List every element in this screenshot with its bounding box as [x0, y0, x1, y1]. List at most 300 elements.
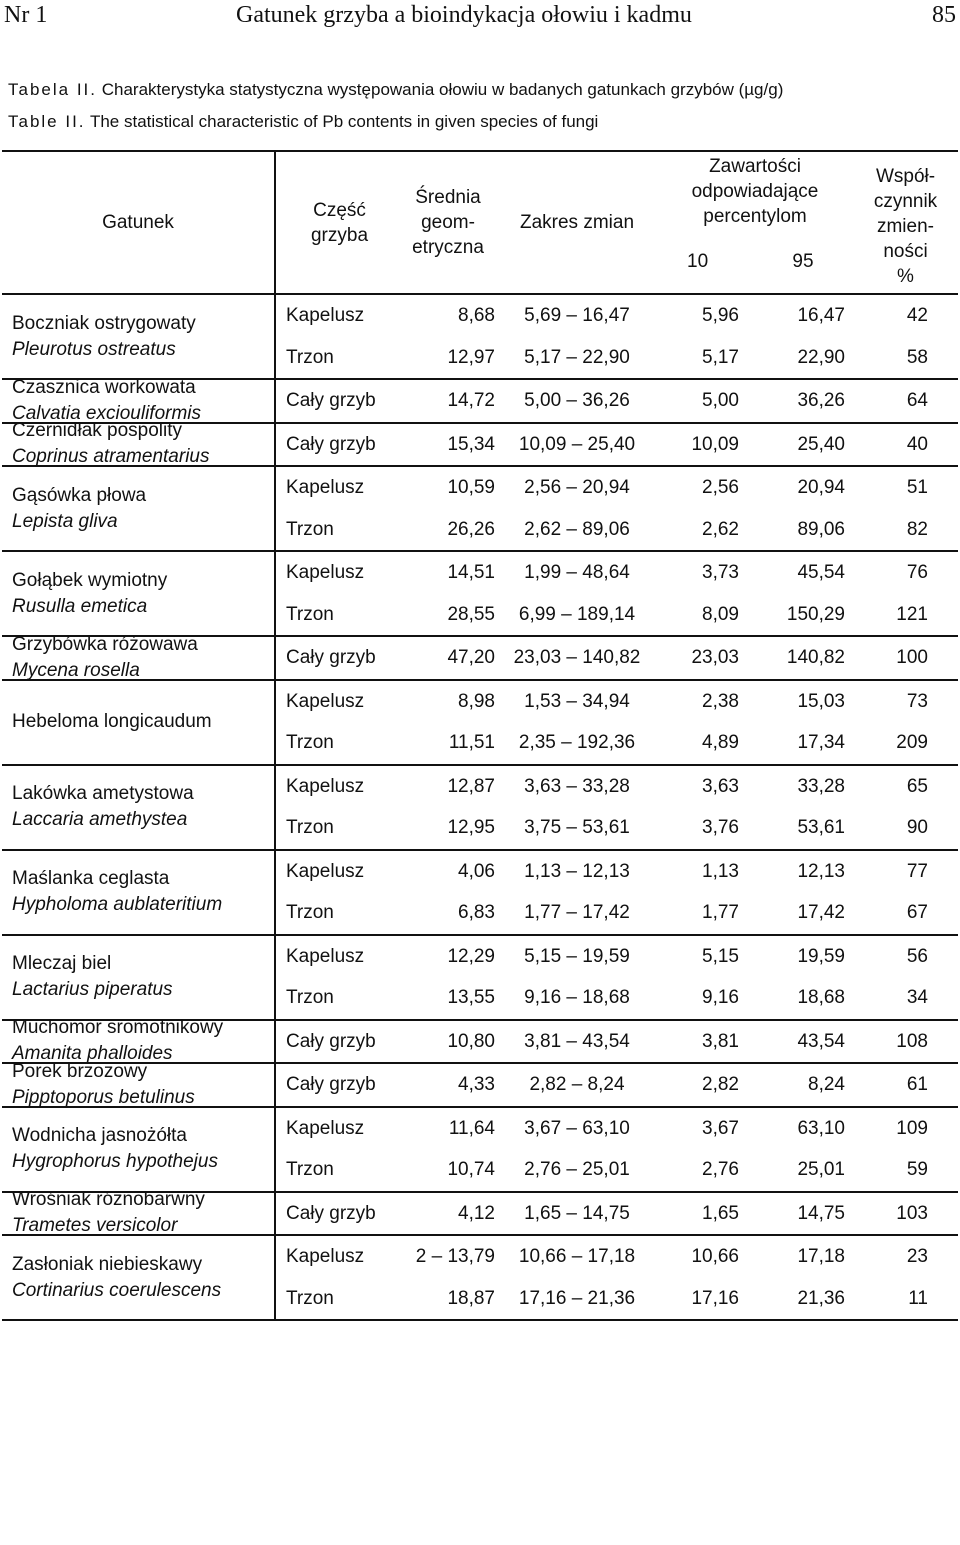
mean-cell-group — [399, 1192, 497, 1236]
p95-cell: 16,47 — [797, 305, 845, 326]
mean-cell: 12,29 — [447, 945, 495, 967]
mean-cell: 15,34 — [447, 433, 495, 455]
species-latin-name: Pleurotus ostreatus — [12, 338, 176, 360]
table-header — [2, 151, 958, 294]
species-row — [2, 466, 958, 551]
cv-cell: 100 — [896, 647, 928, 668]
cv-cell-group — [853, 1063, 958, 1107]
species-latin-name: Cortinarius coerulescens — [12, 1279, 222, 1301]
cv-cell: 121 — [896, 603, 928, 625]
range-cell: 17,16 – 21,36 — [518, 1287, 636, 1309]
cv-cell-group — [853, 1107, 958, 1192]
mean-cell-group — [399, 935, 497, 1020]
page-number: 85 — [932, 2, 956, 28]
mean-cell-group — [399, 466, 497, 551]
p10-cell: 4,89 — [702, 732, 739, 753]
p10-cell-group — [657, 379, 753, 423]
p95-cell-group — [753, 1107, 853, 1192]
cv-cell: 82 — [906, 518, 928, 540]
part-cell-group — [275, 680, 399, 765]
cv-cell-group — [853, 423, 958, 467]
species-latin-name: Rusulla emetica — [12, 595, 148, 617]
p10-cell: 8,09 — [702, 603, 739, 625]
species-latin-name: Trametes versicolor — [12, 1215, 178, 1237]
cv-cell: 77 — [906, 860, 928, 882]
part-cell-group — [275, 1020, 399, 1064]
species-name-cell — [2, 633, 275, 681]
species-row — [2, 1063, 958, 1107]
mean-cell-group — [399, 294, 497, 379]
p95-cell-group — [753, 551, 853, 636]
part-cell: Cały grzyb — [286, 1202, 376, 1224]
part-cell: Cały grzyb — [286, 1074, 376, 1095]
p95-cell: 15,03 — [797, 690, 845, 712]
p10-cell: 3,63 — [702, 775, 739, 797]
cv-cell: 73 — [906, 690, 928, 712]
running-title: Gatunek grzyba a bioindykacja ołowiu i kadmu — [236, 2, 692, 28]
species-common-name: Wrośniak różnobarwny — [12, 1189, 205, 1211]
species-name-cell — [2, 1060, 275, 1108]
species-row — [2, 423, 958, 467]
p95-cell-group — [753, 466, 853, 551]
range-cell: 2,82 – 8,24 — [529, 1074, 625, 1095]
mean-cell: 11,64 — [448, 1117, 495, 1139]
part-cell: Cały grzyb — [286, 647, 376, 668]
mean-cell: 2 – 13,79 — [415, 1246, 495, 1267]
part-cell: Kapelusz — [286, 690, 365, 712]
range-cell-group — [497, 1107, 657, 1192]
page-label: Nr 1 — [4, 2, 48, 28]
p95-cell: 25,40 — [797, 433, 845, 455]
header-srednia: Średnia geom- etryczna — [412, 187, 484, 258]
range-cell-group — [497, 1235, 657, 1320]
p10-cell: 2,38 — [702, 690, 739, 712]
cv-cell-group — [853, 765, 958, 850]
range-cell: 6,99 – 189,14 — [518, 603, 636, 625]
species-common-name: Muchomor sromotnikowy — [12, 1017, 224, 1039]
p10-cell-group — [657, 1235, 753, 1320]
p95-cell: 21,36 — [797, 1287, 845, 1309]
species-name-cell — [2, 466, 275, 551]
cv-cell: 42 — [906, 305, 928, 326]
species-name-cell — [2, 1189, 275, 1237]
species-name-cell — [2, 765, 275, 850]
range-cell: 2,76 – 25,01 — [524, 1159, 630, 1180]
pb-statistics-table — [2, 150, 958, 1321]
mean-cell: 8,68 — [458, 305, 495, 326]
cv-cell-group — [853, 294, 958, 379]
p10-cell: 9,16 — [702, 987, 739, 1008]
p10-cell-group — [657, 294, 753, 379]
p10-cell: 3,76 — [702, 817, 739, 838]
range-cell-group — [497, 423, 657, 467]
part-cell: Kapelusz — [286, 860, 365, 882]
cv-cell-group — [853, 680, 958, 765]
part-cell: Trzon — [286, 817, 334, 838]
cv-cell: 67 — [906, 902, 928, 923]
part-cell-group — [275, 1063, 399, 1107]
p95-cell: 33,28 — [797, 775, 845, 797]
mean-cell: 12,95 — [447, 817, 495, 838]
species-latin-name: Lactarius piperatus — [12, 979, 173, 1000]
cv-cell-group — [853, 466, 958, 551]
species-row — [2, 551, 958, 636]
cv-cell-group — [853, 1192, 958, 1236]
species-common-name: Czasznica workowata — [12, 376, 196, 398]
p10-cell-group — [657, 636, 753, 680]
species-name-cell — [2, 420, 275, 468]
mean-cell-group — [399, 423, 497, 467]
mean-cell: 4,12 — [458, 1202, 495, 1224]
species-common-name: Lakówka ametystowa — [12, 783, 194, 804]
species-common-name: Maślanka ceglasta — [12, 868, 170, 889]
cv-cell-group — [853, 850, 958, 935]
mean-cell: 14,51 — [447, 562, 495, 583]
p95-cell: 20,94 — [797, 477, 845, 498]
mean-cell: 28,55 — [447, 603, 495, 625]
range-cell-group — [497, 1063, 657, 1107]
cv-cell: 61 — [906, 1074, 928, 1095]
cv-cell: 209 — [896, 732, 928, 753]
table-body — [2, 294, 958, 1320]
cv-cell: 11 — [908, 1287, 928, 1309]
p10-cell-group — [657, 1192, 753, 1236]
cv-cell-group — [853, 1020, 958, 1064]
species-name-cell — [2, 680, 275, 765]
cv-cell: 56 — [906, 945, 928, 967]
mean-cell-group — [399, 1063, 497, 1107]
species-common-name: Gołąbek wymiotny — [12, 569, 168, 591]
range-cell: 1,13 – 12,13 — [524, 860, 630, 882]
range-cell: 1,99 – 48,64 — [524, 562, 630, 583]
range-cell-group — [497, 1020, 657, 1064]
species-row — [2, 379, 958, 423]
mean-cell: 47,20 — [447, 647, 495, 668]
p95-cell: 17,42 — [797, 902, 845, 923]
range-cell: 5,17 – 22,90 — [524, 346, 630, 368]
caption-en-label: Table II. — [8, 112, 86, 131]
cv-cell: 109 — [896, 1117, 928, 1139]
p10-cell: 5,15 — [702, 945, 739, 967]
part-cell-group — [275, 423, 399, 467]
p95-cell: 140,82 — [786, 647, 845, 668]
species-row — [2, 765, 958, 850]
cv-cell: 34 — [906, 987, 928, 1008]
part-cell: Trzon — [286, 518, 334, 540]
cv-cell: 51 — [906, 477, 928, 498]
mean-cell-group — [399, 551, 497, 636]
part-cell-group — [275, 636, 399, 680]
range-cell-group — [497, 765, 657, 850]
running-head — [0, 0, 960, 34]
p95-cell-group — [753, 636, 853, 680]
p95-cell: 43,54 — [797, 1030, 845, 1052]
part-cell-group — [275, 935, 399, 1020]
p10-cell-group — [657, 551, 753, 636]
p10-cell-group — [657, 935, 753, 1020]
p95-cell: 45,54 — [797, 562, 845, 583]
p95-cell-group — [753, 294, 853, 379]
p95-cell: 89,06 — [797, 518, 845, 540]
cv-cell: 40 — [906, 433, 928, 455]
p95-cell: 18,68 — [797, 987, 845, 1008]
species-latin-name: Coprinus atramentarius — [12, 446, 210, 468]
part-cell: Kapelusz — [286, 945, 365, 967]
p95-cell: 14,75 — [797, 1202, 845, 1224]
species-name-cell — [2, 850, 275, 935]
range-cell: 5,15 – 19,59 — [524, 945, 630, 967]
species-row — [2, 294, 958, 379]
p10-cell: 2,82 — [702, 1074, 739, 1095]
mean-cell: 4,06 — [458, 860, 495, 882]
part-cell-group — [275, 765, 399, 850]
species-name-cell — [2, 1107, 275, 1192]
mean-cell: 26,26 — [447, 518, 495, 540]
p10-cell: 10,66 — [691, 1246, 739, 1267]
part-cell: Trzon — [286, 1159, 334, 1180]
part-cell: Kapelusz — [286, 305, 365, 326]
p95-cell: 19,59 — [797, 945, 845, 967]
range-cell-group — [497, 466, 657, 551]
mean-cell-group — [399, 1107, 497, 1192]
species-latin-name: Calvatia exciouliformis — [12, 402, 202, 424]
cv-cell: 59 — [906, 1159, 928, 1180]
part-cell: Cały grzyb — [286, 1030, 376, 1052]
part-cell: Kapelusz — [286, 775, 365, 797]
species-common-name: Zasłoniak niebieskawy — [12, 1253, 203, 1275]
header-czesc: Część grzyba — [310, 199, 369, 246]
cv-cell: 23 — [906, 1246, 928, 1267]
species-latin-name: Hygrophorus hypothejus — [12, 1151, 218, 1172]
part-cell: Trzon — [286, 732, 334, 753]
mean-cell-group — [399, 636, 497, 680]
header-gatunek: Gatunek — [2, 151, 275, 294]
range-cell: 10,66 – 17,18 — [518, 1246, 636, 1267]
p95-cell: 36,26 — [797, 390, 845, 411]
mean-cell: 10,59 — [447, 477, 495, 498]
caption-en-text: The statistical characteristic of Pb contents in given species of fungi — [89, 112, 599, 131]
mean-cell: 10,80 — [447, 1030, 495, 1052]
p95-cell-group — [753, 1192, 853, 1236]
cv-cell: 90 — [906, 817, 928, 838]
range-cell-group — [497, 551, 657, 636]
p10-cell-group — [657, 1063, 753, 1107]
species-common-name: Porek brzozowy — [12, 1060, 148, 1082]
cv-cell: 58 — [906, 346, 928, 368]
mean-cell: 6,83 — [458, 902, 495, 923]
range-cell: 3,63 – 33,28 — [524, 775, 630, 797]
p95-cell-group — [753, 1063, 853, 1107]
range-cell-group — [497, 850, 657, 935]
p10-cell: 10,09 — [691, 433, 739, 455]
part-cell: Kapelusz — [286, 562, 365, 583]
p95-cell-group — [753, 1020, 853, 1064]
p10-cell: 3,73 — [702, 562, 739, 583]
cv-cell-group — [853, 636, 958, 680]
p95-cell-group — [753, 765, 853, 850]
p10-cell: 2,56 — [702, 477, 739, 498]
species-common-name: Hebeloma longicaudum — [12, 711, 212, 732]
mean-cell-group — [399, 765, 497, 850]
range-cell: 2,35 – 192,36 — [518, 732, 636, 753]
p10-cell: 1,65 — [702, 1202, 739, 1224]
p10-cell: 2,62 — [702, 518, 739, 540]
caption-pl — [8, 80, 783, 100]
range-cell: 1,65 – 14,75 — [524, 1202, 630, 1224]
range-cell: 5,00 – 36,26 — [524, 390, 630, 411]
p10-cell: 1,77 — [702, 902, 739, 923]
cv-cell: 64 — [906, 390, 928, 411]
species-latin-name: Amanita phalloides — [12, 1043, 173, 1065]
range-cell: 3,75 – 53,61 — [524, 817, 630, 838]
p95-cell-group — [753, 1235, 853, 1320]
species-row — [2, 1107, 958, 1192]
species-latin-name: Mycena rosella — [12, 659, 140, 681]
header-p95: 95 — [792, 250, 814, 272]
p10-cell-group — [657, 850, 753, 935]
cv-cell: 103 — [896, 1202, 928, 1224]
p95-cell-group — [753, 680, 853, 765]
range-cell: 1,77 – 17,42 — [524, 902, 630, 923]
species-row — [2, 1235, 958, 1320]
species-row — [2, 680, 958, 765]
part-cell-group — [275, 1235, 399, 1320]
mean-cell: 8,98 — [458, 690, 495, 712]
part-cell: Kapelusz — [286, 477, 365, 498]
species-latin-name: Hypholoma aublateritium — [12, 894, 223, 915]
header-wspolczynnik: Współ- czynnik zmien- ności % — [873, 166, 938, 287]
range-cell-group — [497, 680, 657, 765]
p95-cell-group — [753, 850, 853, 935]
range-cell-group — [497, 379, 657, 423]
p95-cell: 150,29 — [786, 603, 845, 625]
mean-cell: 11,51 — [448, 732, 495, 753]
range-cell-group — [497, 636, 657, 680]
mean-cell-group — [399, 379, 497, 423]
species-name-cell — [2, 1017, 275, 1065]
cv-cell-group — [853, 551, 958, 636]
caption-pl-label: Tabela II. — [8, 80, 97, 99]
species-name-cell — [2, 551, 275, 636]
p10-cell: 3,67 — [702, 1117, 739, 1139]
mean-cell: 13,55 — [447, 987, 495, 1008]
p95-cell: 63,10 — [797, 1117, 845, 1139]
species-name-cell — [2, 1235, 275, 1320]
p10-cell: 2,76 — [702, 1159, 739, 1180]
species-row — [2, 935, 958, 1020]
range-cell: 10,09 – 25,40 — [518, 433, 636, 455]
range-cell: 2,62 – 89,06 — [524, 518, 630, 540]
cv-cell: 65 — [906, 775, 928, 797]
header-zakres: Zakres zmian — [519, 212, 635, 233]
part-cell-group — [275, 466, 399, 551]
part-cell: Trzon — [286, 1287, 334, 1309]
p95-cell: 22,90 — [797, 346, 845, 368]
p95-cell-group — [753, 379, 853, 423]
p10-cell-group — [657, 765, 753, 850]
range-cell: 3,67 – 63,10 — [524, 1117, 630, 1139]
species-row — [2, 1192, 958, 1236]
p10-cell-group — [657, 423, 753, 467]
range-cell-group — [497, 935, 657, 1020]
mean-cell: 12,87 — [447, 775, 495, 797]
p10-cell: 5,00 — [702, 390, 739, 411]
range-cell: 9,16 – 18,68 — [524, 987, 630, 1008]
species-common-name: Boczniak ostrygowaty — [12, 312, 196, 334]
species-name-cell — [2, 376, 275, 424]
mean-cell-group — [399, 1020, 497, 1064]
part-cell-group — [275, 551, 399, 636]
mean-cell: 10,74 — [447, 1159, 495, 1180]
caption-en — [8, 112, 598, 132]
species-common-name: Grzybówka różowawa — [12, 633, 198, 655]
part-cell: Cały grzyb — [286, 390, 376, 411]
species-common-name: Wodnicha jasnożółta — [12, 1125, 187, 1146]
p10-cell: 23,03 — [691, 647, 739, 668]
mean-cell: 18,87 — [447, 1287, 495, 1309]
part-cell-group — [275, 1192, 399, 1236]
p10-cell-group — [657, 1020, 753, 1064]
header-p10: 10 — [687, 250, 709, 272]
cv-cell: 108 — [896, 1030, 928, 1052]
species-latin-name: Laccaria amethystea — [12, 809, 188, 830]
part-cell: Trzon — [286, 987, 334, 1008]
part-cell-group — [275, 1107, 399, 1192]
p10-cell: 3,81 — [702, 1030, 739, 1052]
p95-cell: 17,34 — [797, 732, 845, 753]
p95-cell: 8,24 — [808, 1074, 845, 1095]
p95-cell: 12,13 — [797, 860, 845, 882]
p10-cell: 5,17 — [702, 346, 739, 368]
part-cell-group — [275, 379, 399, 423]
p95-cell: 17,18 — [797, 1246, 845, 1267]
p95-cell-group — [753, 935, 853, 1020]
species-row — [2, 850, 958, 935]
species-latin-name: Lepista gliva — [12, 510, 118, 532]
range-cell-group — [497, 1192, 657, 1236]
p95-cell: 25,01 — [797, 1159, 845, 1180]
part-cell: Kapelusz — [286, 1117, 365, 1139]
species-common-name: Czernidłak pospolity — [12, 420, 183, 442]
species-common-name: Mleczaj biel — [12, 953, 112, 974]
part-cell-group — [275, 850, 399, 935]
mean-cell: 14,72 — [447, 390, 495, 411]
p95-cell-group — [753, 423, 853, 467]
part-cell: Trzon — [286, 603, 334, 625]
p10-cell-group — [657, 1107, 753, 1192]
part-cell: Trzon — [286, 902, 334, 923]
p10-cell: 5,96 — [702, 305, 739, 326]
cv-cell-group — [853, 379, 958, 423]
cv-cell-group — [853, 1235, 958, 1320]
mean-cell: 4,33 — [458, 1074, 495, 1095]
range-cell: 5,69 – 16,47 — [524, 305, 630, 326]
range-cell: 2,56 – 20,94 — [524, 477, 630, 498]
part-cell: Trzon — [286, 346, 334, 368]
mean-cell-group — [399, 1235, 497, 1320]
species-name-cell — [2, 294, 275, 379]
species-row — [2, 1020, 958, 1064]
caption-pl-text: Charakterystyka statystyczna występowania ołowiu w badanych gatunkach grzybów (µg/g) — [101, 80, 784, 99]
range-cell: 23,03 – 140,82 — [513, 647, 641, 668]
mean-cell: 12,97 — [447, 346, 495, 368]
species-name-cell — [2, 935, 275, 1020]
part-cell: Kapelusz — [286, 1246, 365, 1267]
cv-cell-group — [853, 935, 958, 1020]
mean-cell-group — [399, 680, 497, 765]
p10-cell: 17,16 — [691, 1287, 739, 1309]
range-cell-group — [497, 294, 657, 379]
